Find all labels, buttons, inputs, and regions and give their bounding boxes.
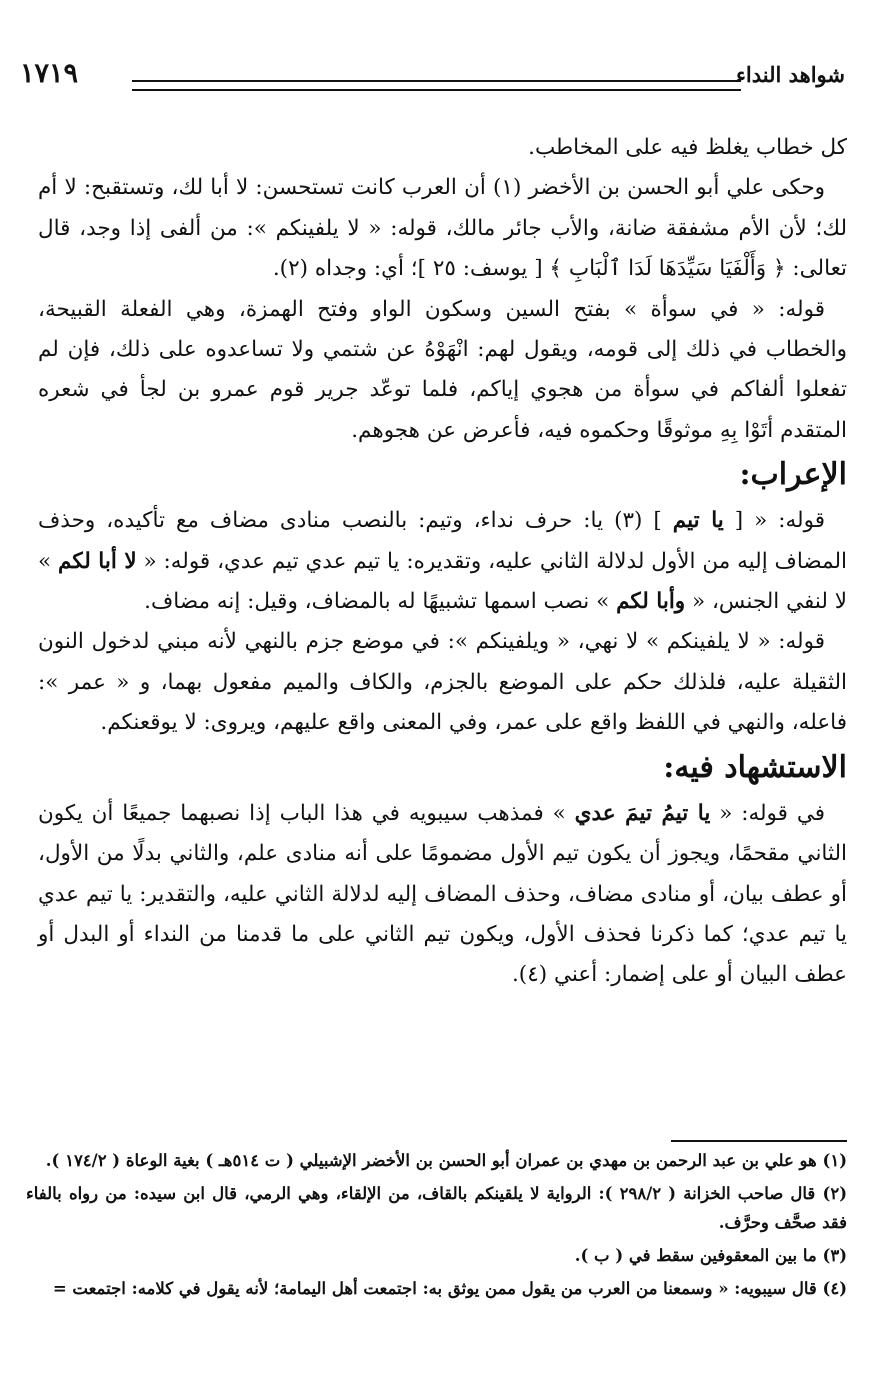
header-double-rule — [132, 80, 741, 91]
footnote-3: (٣) ما بين المعقوفين سقط في ( ب ). — [574, 1246, 847, 1265]
paragraph-3: قوله: « في سوأة » بفتح السين وسكون الواو وفتح الهمزة، وهي الفعلة القبيحة، والخطاب في ذلك إلى قومه، ويقول لهم: انْهَوْهُ عن شتمي ولا تساعدوه على ذلك، فإن لم تفعلوا ألفاكم في سوأة من هجوي إياكم، فلما توعّد جرير قوم عمرو بن لجأ في شعره المتقدم أتَوْا بِهِ موثوقًا وحكموه فيه، فأعرض عن هجوهم. — [38, 296, 847, 443]
footnotes — [26, 1146, 847, 1307]
section-heading-irab: الإعراب: — [739, 457, 847, 493]
running-head — [20, 58, 845, 98]
p4-text-e: » لا لنفي الجنس، « — [38, 548, 847, 615]
footnote-1: (١) هو علي بن عبد الرحمن بن مهدي بن عمران أبو الحسن بن الأخضر الإشبيلي ( ت ٥١٤هـ ) بغية الوعاة ( ١٧٤/٢ ). — [45, 1151, 847, 1170]
section-heading-istishhad: الاستشهاد فيه: — [663, 749, 847, 785]
p6-text-a: في قوله: « — [710, 800, 826, 826]
p4-text-g: » نصب اسمها تشبيهًا له بالمضاف، وقيل: إنه مضاف. — [144, 589, 617, 615]
p4-bold-ya-taym: يا تيم — [672, 508, 724, 534]
page-number: ١٧١٩ — [20, 58, 79, 89]
p6-bold-shahid: يا تيمُ تيمَ عدي — [574, 800, 711, 826]
p4-text-c: ] (٣) يا: حرف نداء، وتيم: بالنصب منادى مضاف مع تأكيده، وحذف المضاف إليه من الأول لدلالة الثاني عليه، وتقديره: يا تيم عدي تيم عدي، قوله: « — [38, 508, 847, 574]
footnote-4: (٤) قال سيبويه: « وسمعنا من العرب من يقول ممن يوثق به: اجتمعت أهل اليمامة؛ لأنه يقول في كلامه: اجتمعت = — [52, 1279, 847, 1298]
paragraph-4 — [38, 501, 847, 622]
paragraph-6 — [38, 794, 847, 996]
p4-bold-la-aba-lakum: لا أبا لكم — [58, 548, 137, 574]
paragraph-5: قوله: « لا يلفينكم » لا نهي، « ويلفينكم »: في موضع جزم بالنهي لأنه مبني لدخول النون الثقيلة عليه، فلذلك حكم على الموضع بالجزم، والكاف والميم مفعول بهما، و « عمر »: فاعله، والنهي في اللفظ واقع على عمر، وفي المعنى واقع عليهم، ويروى: لا يوقعنكم. — [38, 629, 847, 736]
p4-bold-wa-aba-lakum: وأبا لكم — [616, 589, 686, 615]
footnote-separator — [671, 1140, 847, 1142]
paragraph-2: وحكى علي أبو الحسن بن الأخضر (١) أن العرب كانت تستحسن: لا أبا لك، وتستقبح: لا أم لك؛ لأن الأم مشفقة ضانة، والأب جائر مالك، قوله: « لا يلفينكم »: من ألفى إذا وجد، قال تعالى: ﴿ وَأَلْفَيَا سَيِّدَهَا لَدَا ٱلْبَابِ ﴾ [ يوسف: ٢٥ ]؛ أي: وجداه (٢). — [38, 175, 847, 282]
footnote-2: (٢) قال صاحب الخزانة ( ٢٩٨/٢ ): الرواية لا يلقينكم بالقاف، من الإلقاء، وهي الرمي، قال ابن سيده: من رواه بالفاء فقد صحَّف وحرَّف. — [26, 1184, 847, 1232]
p6-text-c: » فمذهب سيبويه في هذا الباب إذا نصبهما جميعًا أن يكون الثاني مقحمًا، ويجوز أن يكون تيم الأول مضمومًا على أنه منادى علم، والثاني بدلًا من الأول، أو عطف بيان، أو منادى مضاف، وحذف المضاف إليه لدلالة الثاني عليه، والتقدير: يا تيم عدي يا تيم عدي؛ كما ذكرنا فحذف الأول، ويكون تيم الثاني على ما قدمنا من النداء أو البدل أو عطف البيان أو على إضمار: أعني (٤). — [38, 800, 847, 988]
paragraph-1: كل خطاب يغلظ فيه على المخاطب. — [528, 135, 847, 160]
p4-text-a: قوله: « [ — [723, 508, 825, 534]
running-title: شواهد النداء — [736, 62, 845, 87]
main-text — [38, 128, 847, 996]
